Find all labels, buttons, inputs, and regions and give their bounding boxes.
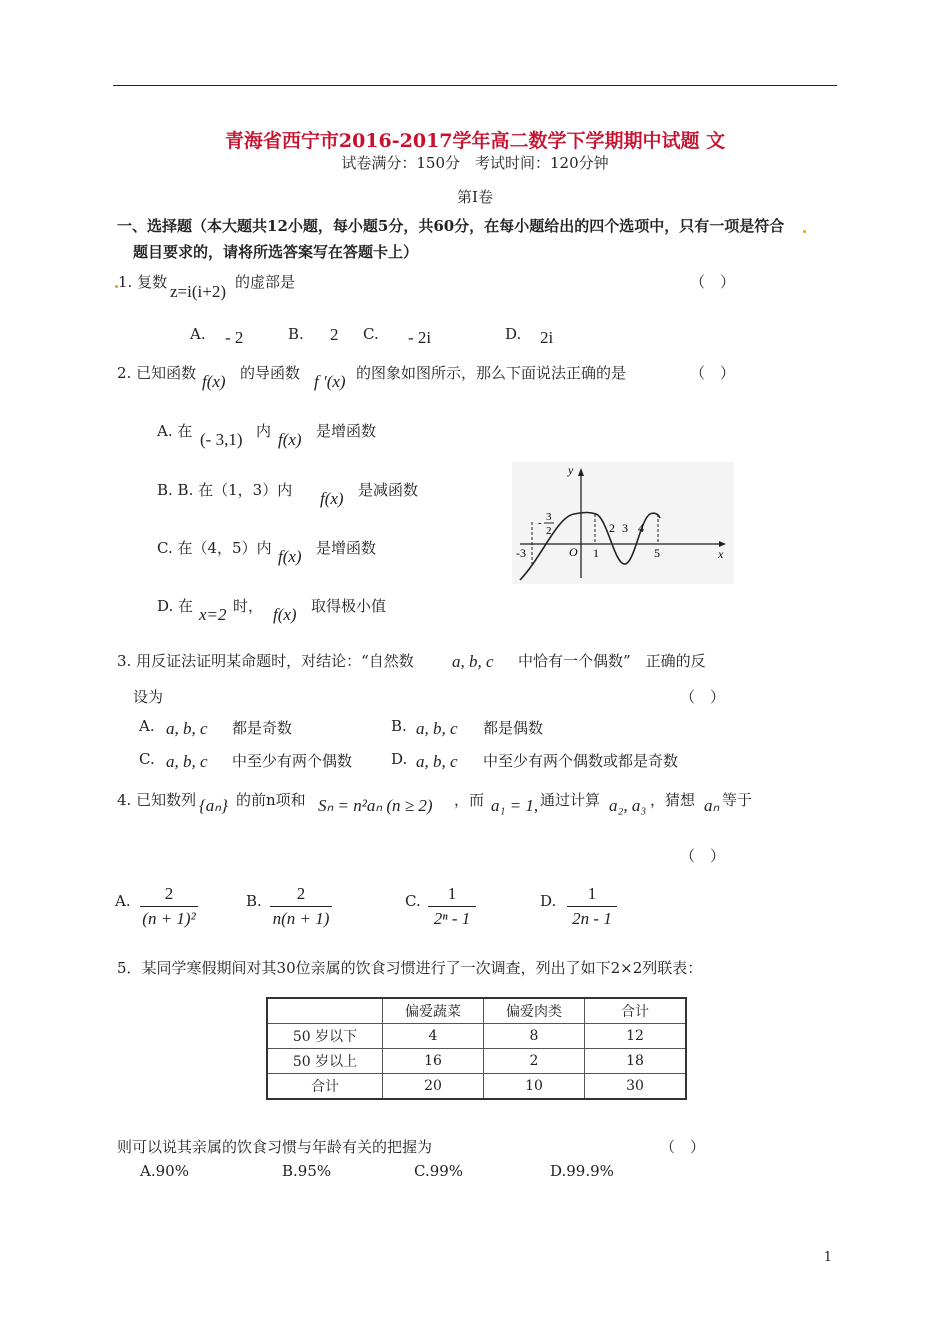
q4-an: aₙ (704, 796, 720, 815)
table-cell: 合计 (267, 1074, 383, 1100)
q4-answer-paren: （ ） (680, 847, 726, 865)
q2-answer-paren: （ ） (690, 364, 736, 382)
table-cell: 16 (383, 1049, 484, 1074)
q2-fprime: f ′(x) (314, 372, 346, 391)
q4-optB-den: n(n + 1) (272, 909, 330, 928)
document-title: 青海省西宁市2016-2017学年高二数学下学期期中试题 文 (224, 130, 726, 152)
q4-mid: 的前n项和 (236, 791, 306, 809)
table-cell: 20 (383, 1074, 484, 1100)
table-cell: 18 (585, 1049, 687, 1074)
tick-2: 2 (609, 521, 615, 535)
table-cell: 4 (383, 1024, 484, 1049)
q3-optB: 都是偶数 (483, 719, 544, 737)
q4-optC-den: 2ⁿ - 1 (433, 909, 471, 928)
derivative-graph (512, 462, 734, 584)
exam-info: 试卷满分：150分 考试时间：120分钟 (341, 154, 609, 172)
q4-optB-fraction (270, 884, 332, 929)
q4-prefix: 4. 已知数列 (117, 791, 197, 809)
table-cell: 50 岁以下 (267, 1024, 383, 1049)
orange-mark (803, 230, 806, 233)
table-row (267, 1049, 686, 1074)
tick-neg32-minus: - (538, 517, 542, 529)
q3-text: 3. 用反证法证明某命题时，对结论：“自然数 (117, 652, 414, 670)
origin-label: O (569, 545, 578, 559)
q3-text2: 中恰有一个偶数” 正确的反 (518, 652, 706, 670)
q4-sum: Sₙ = n²aₙ (n ≥ 2) (318, 796, 433, 815)
q4-mid4: ，猜想 (650, 791, 696, 809)
q2-optA-interval: (- 3,1) (200, 430, 243, 449)
q3-answer-paren: （ ） (680, 688, 726, 706)
q1-optD-label: D. (505, 325, 522, 343)
table-cell: 12 (585, 1024, 687, 1049)
q4-seq: {aₙ} (199, 796, 228, 815)
q3-optC-vars: a, b, c (166, 752, 208, 771)
page-number: 1 (823, 1250, 832, 1265)
table-cell: 50 岁以上 (267, 1049, 383, 1074)
table-header-cell (267, 998, 383, 1024)
q4-a1: a₁ = 1, (491, 796, 539, 815)
q5-answer-paren: （ ） (660, 1138, 706, 1156)
q2-optC-f: f(x) (278, 547, 302, 566)
q2-mid: 的导函数 (240, 364, 301, 382)
q1-prefix: 1. 复数 (118, 273, 168, 291)
section-heading-line1: 一、选择题（本大题共12小题，每小题5分，共60分，在每小题给出的四个选项中，只有一项是符合 (117, 217, 785, 235)
q4-optC-label: C. (405, 892, 421, 910)
q5-optD: D.99.9% (550, 1162, 614, 1180)
q4-optB-num: 2 (296, 884, 306, 903)
q3-optB-label: B. (391, 717, 407, 735)
q3-line2: 设为 (133, 688, 164, 706)
q1-optA: - 2 (225, 328, 244, 347)
q2-prefix: 2. 已知函数 (117, 364, 197, 382)
q3-optA: 都是奇数 (232, 719, 293, 737)
q2-optB-tail: 是减函数 (358, 481, 419, 499)
q3-optD: 中至少有两个偶数或都是奇数 (483, 752, 679, 770)
q2-optA-tail: 是增函数 (316, 422, 377, 440)
q1-optC-label: C. (363, 325, 379, 343)
q4-optA-fraction (140, 884, 198, 929)
q1-optB-label: B. (288, 325, 304, 343)
q1-suffix: 的虚部是 (235, 273, 296, 291)
q4-optA-den: (n + 1)² (142, 909, 196, 928)
tick-1: 1 (593, 546, 599, 560)
q4-optD-label: D. (540, 892, 557, 910)
q5-optA: A.90% (140, 1162, 189, 1180)
table-row (267, 1024, 686, 1049)
q3-vars: a, b, c (452, 652, 494, 671)
q2-optD-f: f(x) (273, 605, 297, 624)
x-label: x (718, 547, 724, 561)
q1-answer-paren: （ ） (690, 273, 736, 291)
y-label: y (568, 463, 574, 477)
tick-5: 5 (654, 546, 660, 560)
q2-optA-in: 内 (256, 422, 272, 440)
q3-optA-vars: a, b, c (166, 719, 208, 738)
q2-optD-tail: 取得极小值 (311, 597, 387, 615)
q2-optB-f: f(x) (320, 489, 344, 508)
q4-optA-num: 2 (164, 884, 174, 903)
tick-neg3: -3 (516, 546, 526, 560)
contingency-table (266, 997, 687, 1100)
q2-suffix: 的图象如图所示，那么下面说法正确的是 (356, 364, 627, 382)
q3-optC: 中至少有两个偶数 (232, 752, 353, 770)
tick-neg32-num: 3 (546, 511, 552, 523)
q2-optA-f: f(x) (278, 430, 302, 449)
tick-4: 4 (638, 521, 644, 535)
table-cell: 30 (585, 1074, 687, 1100)
q3-optD-vars: a, b, c (416, 752, 458, 771)
q5-optC: C.99% (414, 1162, 464, 1180)
header-rule (113, 85, 837, 86)
q1-optA-label: A. (190, 325, 206, 343)
q4-optD-den: 2n - 1 (572, 909, 612, 928)
q2-optD-mid: 时， (233, 597, 264, 615)
table-header-cell: 偏爱肉类 (484, 998, 585, 1024)
q4-optD-fraction (567, 884, 617, 929)
q4-tail: 等于 (722, 791, 753, 809)
q5-optB: B.95% (282, 1162, 332, 1180)
table-cell: 2 (484, 1049, 585, 1074)
table-header-cell: 偏爱蔬菜 (383, 998, 484, 1024)
q2-optB-label: B. B. 在（1，3）内 (157, 481, 293, 499)
q2-optD-x: x=2 (199, 605, 227, 624)
table-row (267, 1074, 686, 1100)
table-header-row (267, 998, 686, 1024)
q2-optD-label: D. 在 (157, 597, 194, 615)
table-cell: 8 (484, 1024, 585, 1049)
q3-optC-label: C. (139, 750, 155, 768)
q4-optA-label: A. (115, 892, 131, 910)
q4-optB-label: B. (246, 892, 262, 910)
q4-mid2: ，而 (454, 791, 485, 809)
q2-fx: f(x) (202, 372, 226, 391)
q3-optB-vars: a, b, c (416, 719, 458, 738)
q5-text: 5．某同学寒假期间对其30位亲属的饮食习惯进行了一次调查，列出了如下2×2列联表： (117, 959, 703, 977)
q1-optD: 2i (540, 328, 554, 347)
tick-3: 3 (622, 521, 628, 535)
q4-optD-num: 1 (587, 884, 597, 903)
q4-optC-fraction (428, 884, 476, 929)
q1-optC: - 2i (408, 328, 432, 347)
q1-optB: 2 (330, 325, 339, 344)
q1-expression: z=i(i+2) (170, 282, 226, 301)
q4-a23: a₂, a₃ (609, 796, 647, 815)
volume-label: 第Ⅰ卷 (457, 188, 493, 206)
table-header-cell: 合计 (585, 998, 687, 1024)
q3-optA-label: A. (139, 717, 155, 735)
q2-optA-label: A. 在 (157, 422, 193, 440)
section-heading-line2: 题目要求的，请将所选答案写在答题卡上） (133, 243, 419, 261)
q3-optD-label: D. (391, 750, 408, 768)
q4-mid3: 通过计算 (540, 791, 601, 809)
q4-optC-num: 1 (447, 884, 457, 903)
tick-neg32-den: 2 (546, 525, 552, 537)
q5-question: 则可以说其亲属的饮食习惯与年龄有关的把握为 (117, 1138, 433, 1156)
q2-optC-tail: 是增函数 (316, 539, 377, 557)
q2-optC-label: C. 在（4，5）内 (157, 539, 272, 557)
table-cell: 10 (484, 1074, 585, 1100)
